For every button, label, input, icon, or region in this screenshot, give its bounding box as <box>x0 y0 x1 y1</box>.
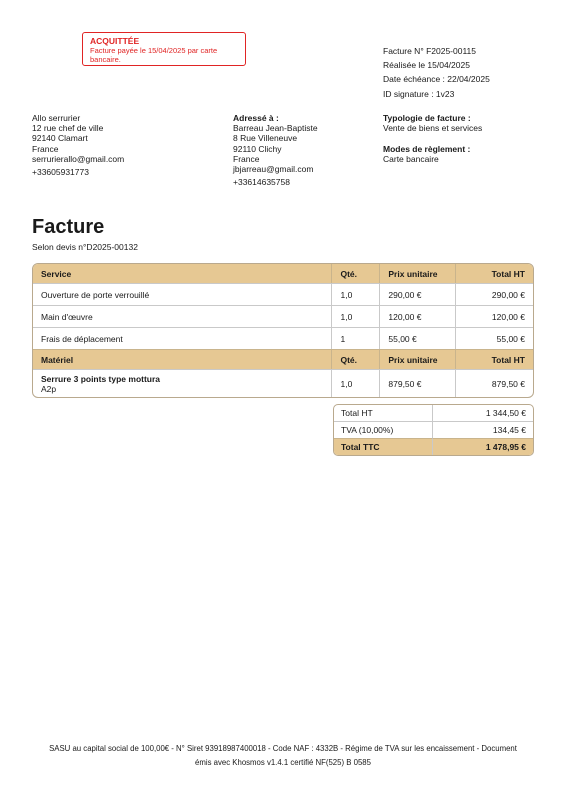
item-label: Ouverture de porte verrouillé <box>33 283 331 305</box>
item-qty: 1,0 <box>331 369 379 397</box>
item-total: 879,50 € <box>455 369 533 397</box>
material-header: Matériel <box>33 349 331 369</box>
material-header-row <box>33 349 533 369</box>
material-label: Serrure 3 points type mottura <box>41 373 161 384</box>
total-ht-header: Total HT <box>455 349 533 369</box>
total-ht-row <box>334 405 533 421</box>
table-row <box>33 369 533 397</box>
seller-phone: +33605931773 <box>32 167 89 178</box>
total-ttc-label: Total TTC <box>334 438 432 455</box>
payment-label: Modes de règlement : <box>383 144 471 154</box>
recipient-country: France <box>233 153 260 164</box>
service-header-row <box>33 264 533 283</box>
item-qty: 1,0 <box>331 283 379 305</box>
total-ht-header: Total HT <box>455 264 533 283</box>
item-qty: 1,0 <box>331 305 379 327</box>
service-header: Service <box>33 264 331 283</box>
qty-header: Qté. <box>331 264 379 283</box>
invoice-signature-id: ID signature : 1v23 <box>383 88 455 99</box>
item-total: 290,00 € <box>455 283 533 305</box>
totals-table <box>333 404 534 456</box>
item-label: Frais de déplacement <box>33 327 331 349</box>
invoice-type-label: Typologie de facture : <box>383 113 471 123</box>
seller-country: France <box>32 143 59 154</box>
recipient-phone: +33614635758 <box>233 177 290 188</box>
material-sub-label: A2p <box>41 383 57 394</box>
paid-stamp-title: ACQUITTÉE <box>90 36 140 46</box>
item-unit-price: 879,50 € <box>379 369 455 397</box>
document-subtitle: Selon devis n°D2025-00132 <box>32 242 138 252</box>
items-table <box>32 263 534 398</box>
table-row <box>33 327 533 349</box>
invoice-issued-date: Réalisée le 15/04/2025 <box>383 60 470 71</box>
qty-header: Qté. <box>331 349 379 369</box>
invoice-type-value: Vente de biens et services <box>383 123 483 134</box>
tva-label: TVA (10,00%) <box>334 421 432 438</box>
seller-block <box>32 113 124 177</box>
item-unit-price: 120,00 € <box>379 305 455 327</box>
seller-address-line2: 92140 Clamart <box>32 133 88 144</box>
payment-value: Carte bancaire <box>383 154 439 165</box>
recipient-email: jbjarreau@gmail.com <box>233 164 314 175</box>
tva-row <box>334 421 533 438</box>
item-qty: 1 <box>331 327 379 349</box>
item-total: 55,00 € <box>455 327 533 349</box>
payment-block <box>383 144 470 164</box>
legal-footer <box>32 742 534 770</box>
invoice-type-block <box>383 113 482 133</box>
invoice-meta <box>383 44 490 101</box>
seller-address-line1: 12 rue chef de ville <box>32 123 104 134</box>
seller-name: Allo serrurier <box>32 113 81 123</box>
material-cell <box>33 369 331 397</box>
total-ht-value: 1 344,50 € <box>432 405 533 421</box>
recipient-name: Barreau Jean-Baptiste <box>233 123 318 134</box>
unit-price-header: Prix unitaire <box>379 349 455 369</box>
invoice-number: Facture N° F2025-00115 <box>383 46 477 56</box>
recipient-label: Adressé à : <box>233 113 279 123</box>
table-row <box>33 305 533 327</box>
document-title: Facture <box>32 216 105 238</box>
total-ttc-value: 1 478,95 € <box>432 438 533 455</box>
paid-stamp <box>82 32 246 66</box>
item-unit-price: 55,00 € <box>379 327 455 349</box>
tva-value: 134,45 € <box>432 421 533 438</box>
item-label: Main d'œuvre <box>33 305 331 327</box>
total-ttc-row <box>334 438 533 455</box>
seller-email: serrurierallo@gmail.com <box>32 153 125 164</box>
item-total: 120,00 € <box>455 305 533 327</box>
paid-stamp-text: Facture payée le 15/04/2025 par carte bancaire. <box>90 46 218 64</box>
recipient-block <box>233 113 318 187</box>
footer-line2: émis avec Khosmos v1.4.1 certifié NF(525) B 0585 <box>195 758 371 767</box>
table-row <box>33 283 533 305</box>
item-unit-price: 290,00 € <box>379 283 455 305</box>
total-ht-label: Total HT <box>341 408 373 418</box>
footer-line1: SASU au capital social de 100,00€ - N° Siret 93918987400018 - Code NAF : 4332B - Régime de TVA sur les encaissement - Document <box>49 744 517 753</box>
unit-price-header: Prix unitaire <box>379 264 455 283</box>
recipient-address-line1: 8 Rue Villeneuve <box>233 133 298 144</box>
recipient-address-line2: 92110 Clichy <box>233 143 282 154</box>
invoice-due-date: Date échéance : 22/04/2025 <box>383 74 490 85</box>
